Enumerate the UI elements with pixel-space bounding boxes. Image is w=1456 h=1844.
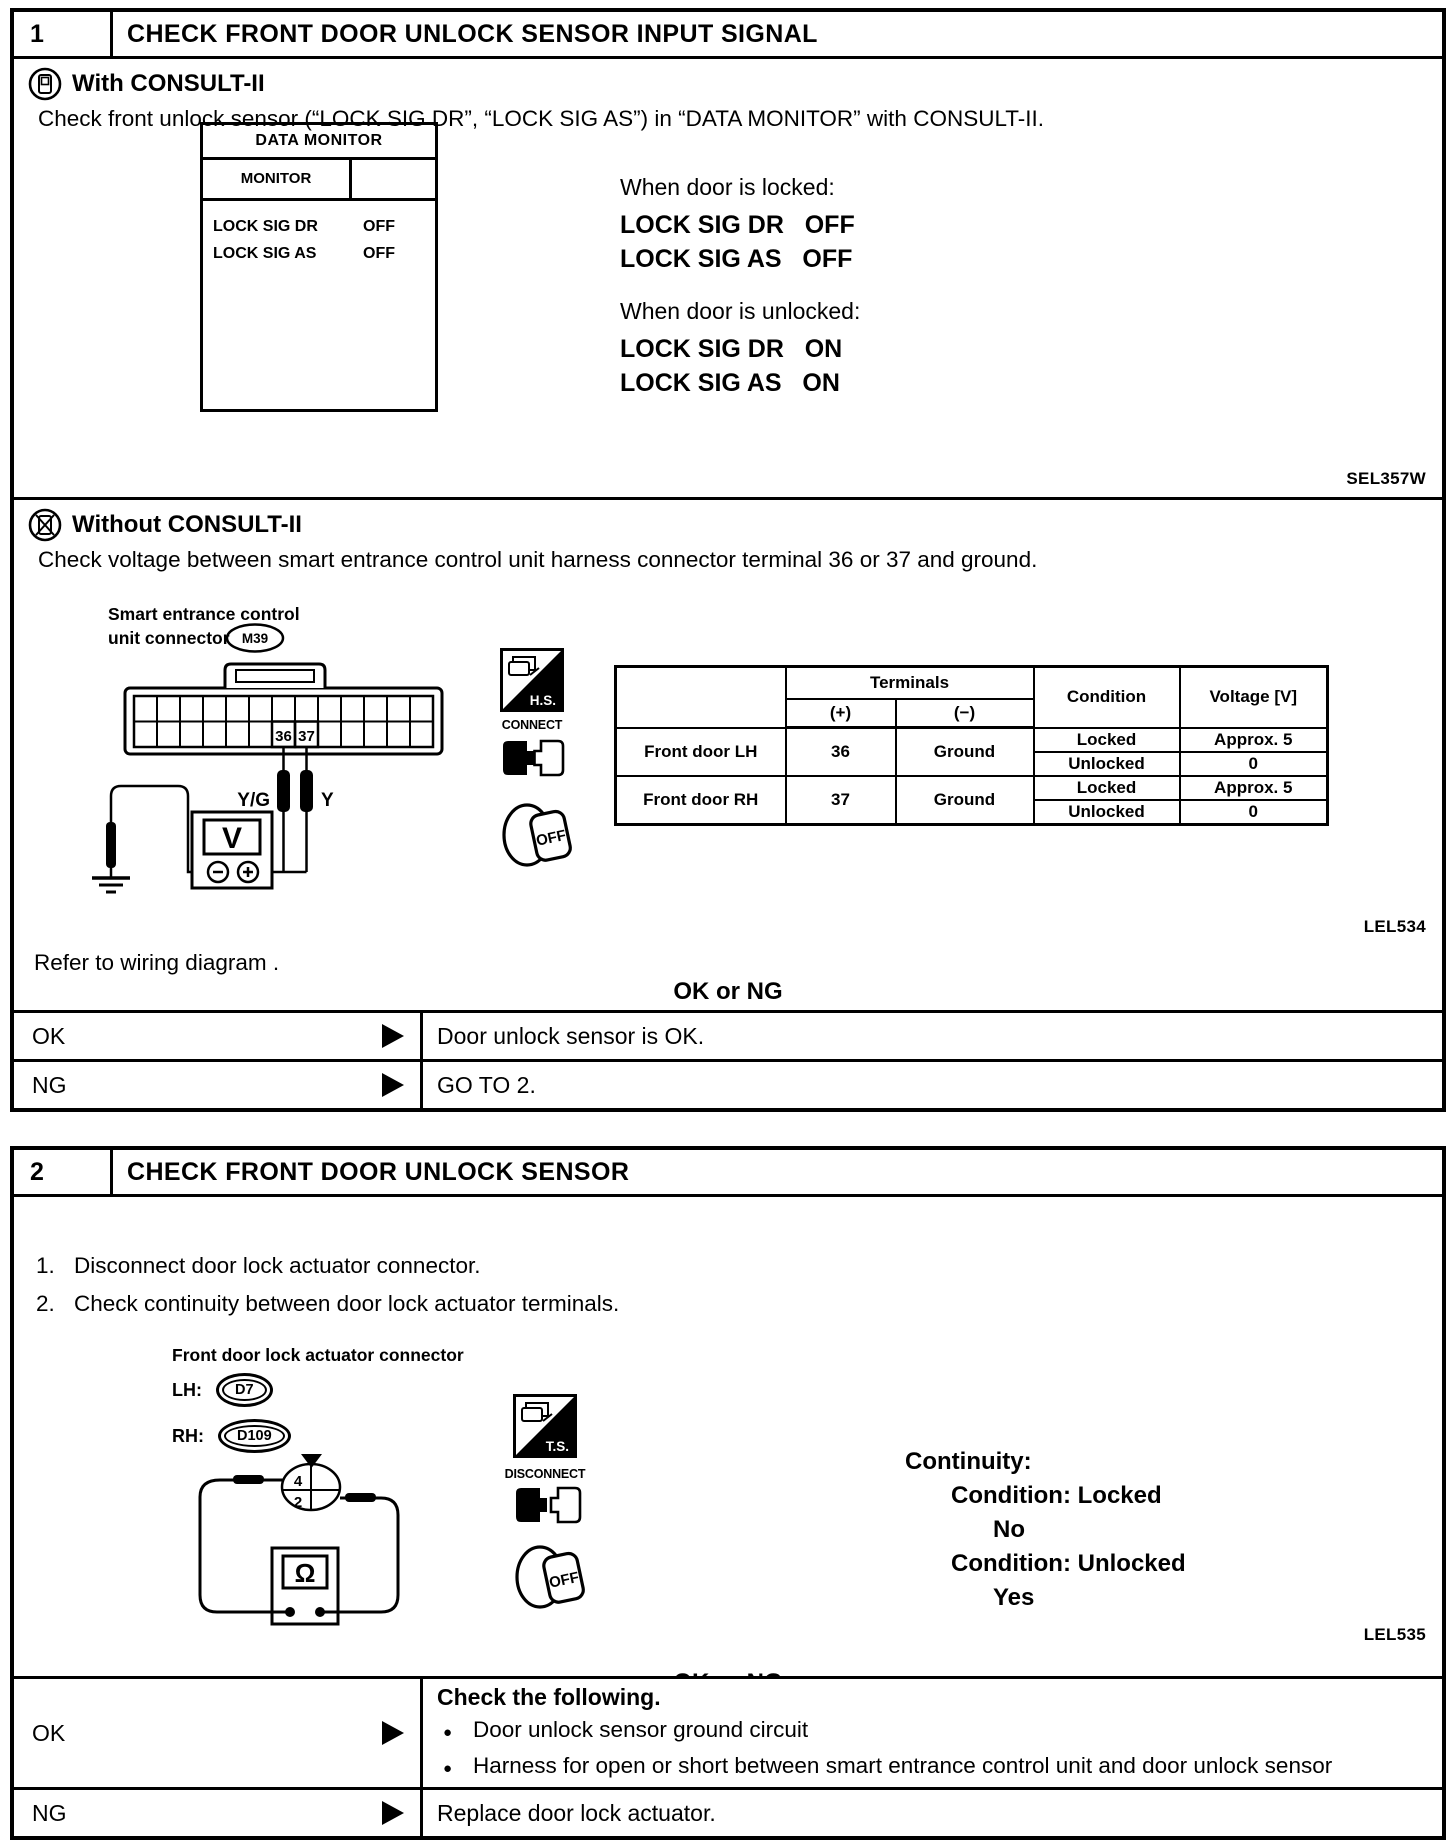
step-2-body (14, 1197, 1442, 1679)
result-action: GO TO 2. (437, 1071, 536, 1098)
bullet-icon (437, 1749, 473, 1785)
connector-tab (225, 664, 325, 688)
table-row-name: Front door RH (616, 776, 786, 825)
ts-icon (513, 1394, 577, 1463)
terminal-2-label: 2 (293, 1494, 303, 1511)
wiring-diagram-note: Refer to wiring diagram . (34, 950, 280, 975)
minus-header: (−) (896, 699, 1034, 728)
table-corner-cell (616, 667, 786, 728)
without-consult-section (14, 500, 1442, 1012)
meter-plus-terminal (238, 862, 258, 882)
step-1-title: CHECK FRONT DOOR UNLOCK SENSOR INPUT SIGNAL (127, 19, 818, 48)
decision-label: OK or NG (673, 978, 783, 1005)
result-label: OK (32, 1719, 66, 1746)
test-probe (277, 770, 290, 812)
data-monitor-title: DATA MONITOR (203, 125, 435, 160)
voltmeter-symbol: V (221, 822, 243, 855)
signal-name: LOCK SIG DR (213, 218, 318, 235)
action-bullet: ● Door unlock sensor ground circuit (437, 1713, 1442, 1749)
with-consult-label: With CONSULT-II (72, 70, 265, 97)
without-consult-heading (14, 500, 1442, 542)
monitor-row (213, 240, 435, 267)
state-line: LOCK SIG DR OFF (620, 211, 855, 239)
locked-state-label: When door is locked: (620, 174, 835, 200)
test-probe (345, 1493, 376, 1502)
svg-text:OFF: OFF (547, 1568, 581, 1592)
connector-id: M39 (241, 631, 269, 646)
data-monitor-header-row (203, 160, 435, 201)
lh-label: LH: (172, 1379, 202, 1400)
svg-text:T.S.: T.S. (545, 1439, 569, 1454)
state-line: LOCK SIG AS OFF (620, 245, 853, 273)
step-2-title: CHECK FRONT DOOR UNLOCK SENSOR (127, 1157, 630, 1186)
procedure-step-1 (10, 8, 1446, 1112)
wire-color-right: Y (321, 790, 334, 811)
figure-id: SEL357W (1346, 469, 1426, 488)
terminal-4-label: 4 (293, 1473, 303, 1490)
svg-text:OFF: OFF (534, 826, 568, 850)
connector-id-badge: D7 (216, 1373, 273, 1407)
state-line: LOCK SIG DR ON (620, 335, 843, 363)
ignition-off-key-icon (500, 800, 576, 875)
table-cell: Ground (896, 728, 1034, 776)
result-arrow-icon (382, 1721, 404, 1745)
step-1-number: 1 (14, 12, 113, 56)
ignition-off-key-icon (513, 1542, 589, 1617)
table-cell: 36 (786, 728, 896, 776)
connect-label: CONNECT (501, 718, 563, 732)
result-label: NG (32, 1071, 67, 1098)
connector-label: unit connector (108, 628, 230, 648)
step-2-header (14, 1150, 1442, 1197)
wire-color-left: Y/G (237, 790, 270, 811)
result-arrow-icon (382, 1073, 404, 1097)
result-row-ok (14, 1010, 1442, 1059)
result-action: Replace door lock actuator. (437, 1799, 716, 1826)
result-row-ng (14, 1059, 1442, 1108)
result-action (423, 1679, 1442, 1787)
connect-icon (500, 734, 566, 787)
meter-minus-terminal (208, 862, 228, 882)
figure-id: LEL535 (1363, 1625, 1426, 1644)
voltage-header: Voltage [V] (1180, 667, 1328, 728)
monitor-value-header (352, 160, 435, 198)
state-line: LOCK SIG AS ON (620, 369, 840, 397)
bullet-icon (437, 1713, 473, 1749)
rh-label: RH: (172, 1425, 204, 1446)
signal-value: OFF (363, 218, 395, 235)
result-arrow-icon (382, 1024, 404, 1048)
result-arrow-icon (382, 1801, 404, 1825)
result-action: Door unlock sensor is OK. (437, 1022, 705, 1049)
without-consult-label: Without CONSULT-II (72, 511, 302, 538)
test-probe (233, 1475, 264, 1484)
with-consult-instruction: Check front unlock sensor (“LOCK SIG DR”, “LOCK SIG AS”) in “DATA MONITOR” with CONSULT-II. (38, 106, 1045, 131)
continuity-result: Yes (993, 1584, 1035, 1611)
unlocked-state-label: When door is unlocked: (620, 298, 861, 324)
action-title: Check the following. (437, 1684, 661, 1710)
table-cell: Unlocked (1034, 800, 1180, 825)
table-cell: Locked (1034, 728, 1180, 752)
tool-icons (500, 500, 590, 1012)
tool-icons (504, 1197, 603, 1679)
hs-icon (500, 648, 564, 717)
step-1-results (14, 1010, 1442, 1108)
terminals-header: Terminals (786, 667, 1034, 700)
result-label: OK (32, 1022, 66, 1049)
plus-header: (+) (786, 699, 896, 728)
ground-symbol (92, 878, 130, 892)
step-2-results (14, 1676, 1442, 1836)
ohmmeter-symbol: Ω (294, 1558, 316, 1588)
table-cell: Unlocked (1034, 752, 1180, 776)
continuity-condition: Condition: Unlocked (951, 1550, 1186, 1577)
monitor-row (213, 213, 435, 240)
disconnect-icon (513, 1481, 583, 1534)
data-monitor-screen (200, 122, 438, 412)
table-cell: 0 (1180, 752, 1328, 776)
condition-header: Condition (1034, 667, 1180, 728)
monitor-column-header: MONITOR (203, 160, 352, 198)
terminal-36-label: 36 (275, 728, 292, 745)
expected-states (620, 174, 860, 400)
result-row-ng (14, 1787, 1442, 1836)
connector-label: Smart entrance control (108, 604, 300, 624)
voltage-check-diagram (80, 600, 480, 910)
lh-connector (172, 1373, 273, 1407)
signal-name: LOCK SIG AS (213, 245, 317, 262)
continuity-title: Continuity: (905, 1448, 1032, 1475)
step-2-number: 2 (14, 1150, 113, 1194)
result-label: NG (32, 1799, 67, 1826)
step-1-header (14, 12, 1442, 59)
voltage-table (614, 665, 1329, 826)
table-cell: Locked (1034, 776, 1180, 800)
continuity-condition: Condition: Locked (951, 1482, 1162, 1509)
ground-probe (106, 822, 116, 868)
terminal-37-label: 37 (298, 728, 315, 745)
figure-id: LEL534 (1363, 917, 1426, 936)
with-consult-section (14, 59, 1442, 500)
continuity-result: No (993, 1516, 1025, 1543)
instruction-item: 2. Check continuity between door lock actuator terminals. (36, 1291, 620, 1316)
instruction-item: 1. Disconnect door lock actuator connector. (36, 1253, 481, 1278)
table-cell: Approx. 5 (1180, 728, 1328, 752)
connector-id-badge: D109 (218, 1419, 291, 1453)
table-row-name: Front door LH (616, 728, 786, 776)
table-cell: 37 (786, 776, 896, 825)
test-probe (300, 770, 313, 812)
table-cell: Approx. 5 (1180, 776, 1328, 800)
with-consult-heading (14, 59, 1442, 101)
procedure-step-2 (10, 1146, 1446, 1840)
continuity-check-diagram (185, 1442, 435, 1642)
table-cell: Ground (896, 776, 1034, 825)
disconnect-label: DISCONNECT (504, 1467, 586, 1481)
without-consult-instruction: Check voltage between smart entrance control unit harness connector terminal 36 or 37 and ground. (38, 547, 1038, 572)
signal-value: OFF (363, 245, 395, 262)
result-row-ok (14, 1676, 1442, 1787)
consult-device-crossed-icon (28, 508, 62, 542)
table-cell: 0 (1180, 800, 1328, 825)
svg-text:H.S.: H.S. (529, 693, 556, 708)
actuator-connector-caption: Front door lock actuator connector (172, 1345, 464, 1365)
consult-device-icon (28, 67, 62, 101)
monitor-rows (203, 201, 435, 267)
continuity-spec (905, 1445, 1186, 1615)
action-bullet: ● Harness for open or short between smart entrance control unit and door unlock sensor (437, 1749, 1442, 1785)
